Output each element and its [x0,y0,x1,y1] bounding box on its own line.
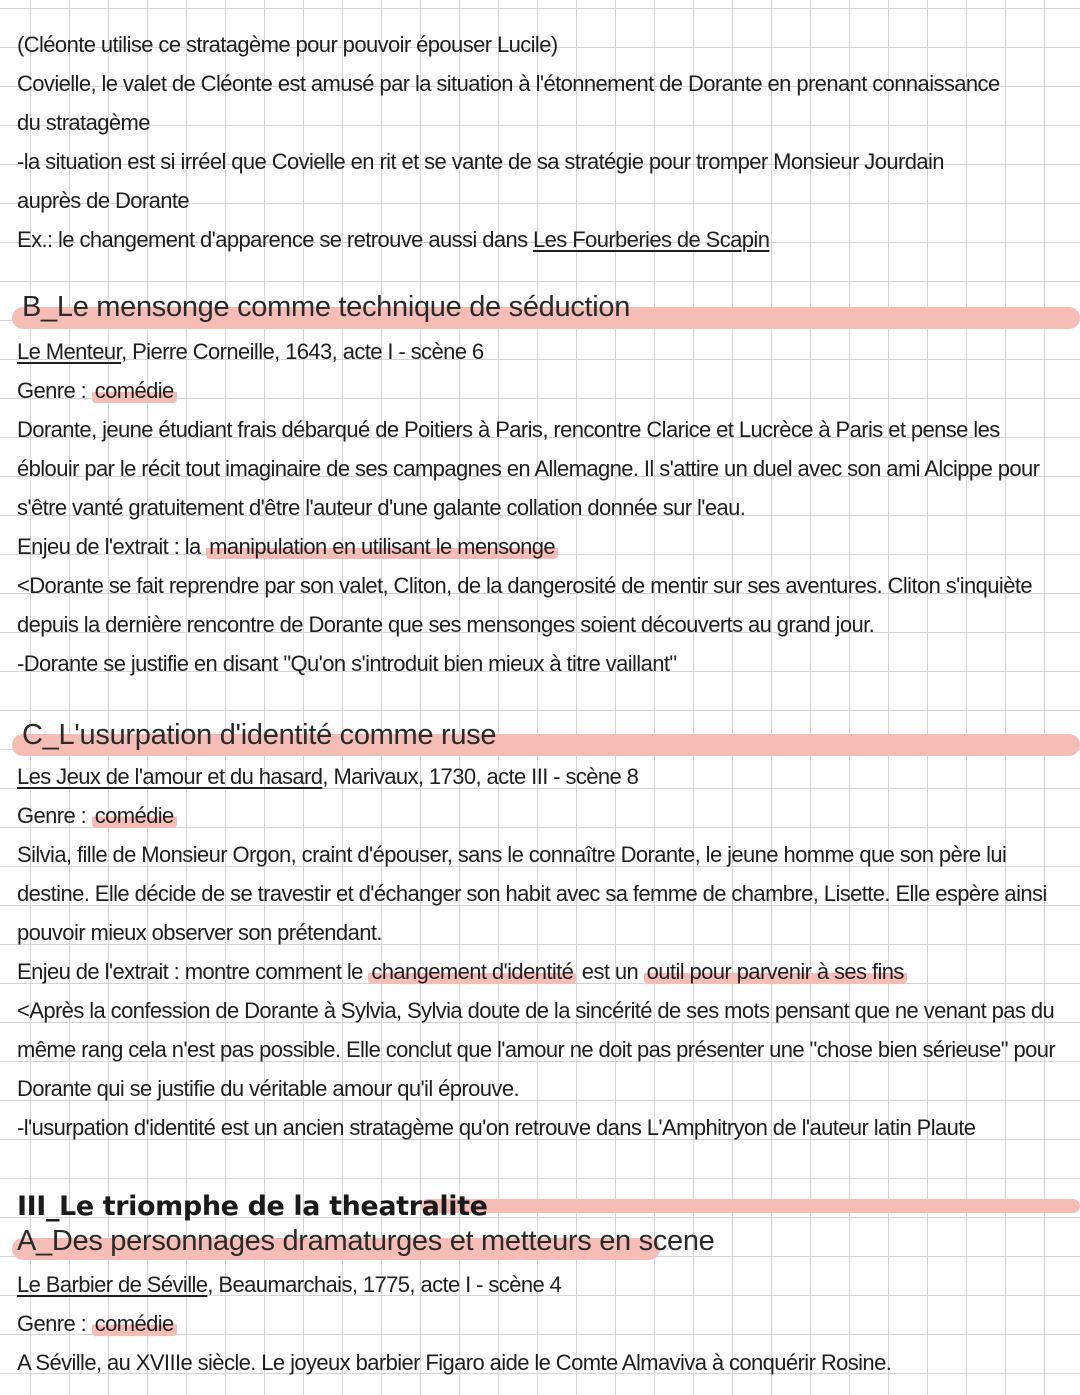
example-prefix: Ex.: le changement d'apparence se retrouve aussi dans [17,227,534,252]
enjeu-value-2: outil pour parvenir à ses fins [644,959,907,984]
text-line: Dorante qui se justifie du véritable amour qu'il éprouve. [17,1076,519,1101]
enjeu-label: Enjeu de l'extrait : la [17,534,207,559]
text-line: depuis la dernière rencontre de Dorante que ses mensonges soient découverts au grand jour. [17,612,875,637]
work-title: Le Menteur [17,339,122,364]
example-title: Les Fourberies de Scapin [533,227,770,252]
text-line: Covielle, le valet de Cléonte est amusé par la situation à l'étonnement de Dorante en prenant connaissance [17,71,1000,96]
genre-value: comédie [92,378,177,403]
text-line: même rang cela n'est pas possible. Elle conclut que l'amour ne doit pas présenter une "chose bien sérieuse" pour [17,1037,1056,1062]
text-line: pouvoir mieux observer son prétendant. [17,920,382,945]
genre-value: comédie [92,803,177,828]
section-b-heading: B_Le mensonge comme technique de séduction [22,291,631,323]
text-line: éblouir par le récit tout imaginaire de ses campagnes en Allemagne. Il s'attire un duel avec son ami Alcippe pour [17,456,1040,481]
text-line: -Dorante se justifie en disant "Qu'on s'introduit bien mieux à titre vaillant" [17,651,677,676]
genre-value: comédie [92,1311,177,1336]
heading-highlight [420,1199,1080,1213]
text-line: destine. Elle décide de se travestir et d'échanger son habit avec sa femme de chambre, Lisette. Elle espère ainsi [17,881,1047,906]
enjeu-label: Enjeu de l'extrait : montre comment le [17,959,369,984]
part-three-heading: III_Le triomphe de la theatralite [17,1191,488,1222]
text-line: A Séville, au XVIIIe siècle. Le joyeux barbier Figaro aide le Comte Almaviva à conquérir Rosine. [17,1350,892,1375]
work-title: Le Barbier de Séville [17,1272,208,1297]
enjeu-connector: est un [576,959,644,984]
enjeu-value: manipulation en utilisant le mensonge [206,534,558,559]
genre-line [17,376,177,406]
genre-line [17,801,177,831]
section-c-heading: C_L'usurpation d'identité comme ruse [22,719,497,751]
genre-label: Genre : [17,1311,92,1336]
text-line: -l'usurpation d'identité est un ancien stratagème qu'on retrouve dans L'Amphitryon de l'auteur latin Plaute [17,1115,976,1140]
work-reference [17,1270,561,1300]
work-title: Les Jeux de l'amour et du hasard [17,764,323,789]
text-line: <Dorante se fait reprendre par son valet, Cliton, de la dangerosité de mentir sur ses aventures. Cliton s'inquiète [17,573,1033,598]
work-details: , Beaumarchais, 1775, acte I - scène 4 [207,1272,562,1297]
text-line: auprès de Dorante [17,188,190,213]
enjeu-value-1: changement d'identité [368,959,576,984]
work-details: , Marivaux, 1730, acte III - scène 8 [322,764,639,789]
text-line: Dorante, jeune étudiant frais débarqué de Poitiers à Paris, rencontre Clarice et Lucrèce à Paris et pense les [17,417,1000,442]
enjeu-line [17,957,907,987]
genre-line [17,1309,177,1339]
enjeu-line [17,532,558,562]
text-line: <Après la confession de Dorante à Sylvia, Sylvia doute de la sincérité de ses mots pensant que ne venant pas du [17,998,1055,1023]
text-line: Silvia, fille de Monsieur Orgon, craint d'épouser, sans le connaître Dorante, le jeune homme que son père lui [17,842,1007,867]
work-details: , Pierre Corneille, 1643, acte I - scène 6 [121,339,484,364]
part-three-subheading: A_Des personnages dramaturges et metteurs en scene [17,1225,715,1257]
work-reference [17,762,638,792]
example-line [17,225,769,255]
genre-label: Genre : [17,378,92,403]
genre-label: Genre : [17,803,92,828]
text-line: s'être vanté gratuitement d'être l'auteur d'une galante collation donnée sur l'eau. [17,495,746,520]
text-line: (Cléonte utilise ce stratagème pour pouvoir épouser Lucile) [17,32,558,57]
work-reference [17,337,484,367]
text-line: du stratagème [17,110,150,135]
text-line: -la situation est si irréel que Covielle en rit et se vante de sa stratégie pour tromper Monsieur Jourdain [17,149,944,174]
